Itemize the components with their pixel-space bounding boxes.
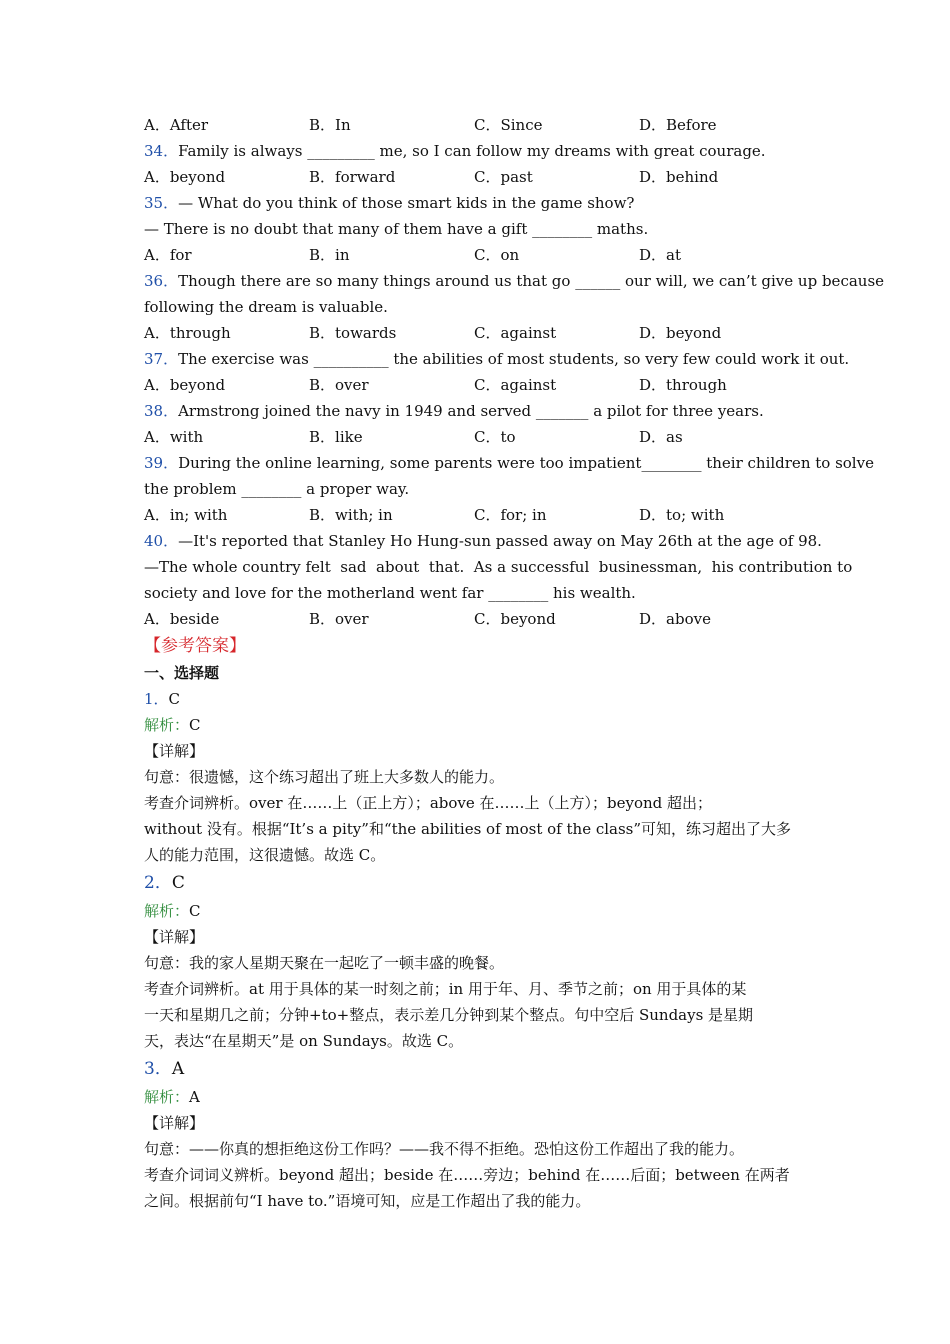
q34-text: Family is always _________ me, so I can follow my dreams with great courage. [178, 142, 766, 160]
q39-question [144, 450, 874, 476]
q37-option-b[interactable]: B．over [309, 376, 369, 394]
answer-1-letter: C [168, 690, 181, 708]
q38-text: Armstrong joined the navy in 1949 and served _______ a pilot for three years. [178, 402, 764, 420]
q37-text: The exercise was __________ the abilities of most students, so very few could work it out. [178, 350, 850, 368]
q36-question [144, 268, 885, 294]
answer-2-jiexi [144, 898, 814, 924]
answer-3-letter: A [171, 1059, 185, 1079]
q34-option-d[interactable]: D．behind [639, 168, 719, 186]
q33-option-d[interactable]: D．Before [639, 116, 717, 134]
answer-1-line-3: without 没有。根据“It’s a pity”和“the abilities of most of the class”可知，练习超出了大多 [144, 820, 792, 838]
answer-2-header [144, 868, 814, 898]
answer-3-jiexi-value: A [189, 1088, 200, 1106]
answer-1-number: 1． [144, 690, 169, 708]
q38-option-b[interactable]: B．like [309, 428, 363, 446]
q40-question [144, 528, 822, 554]
q35-option-b[interactable]: B．in [309, 246, 350, 264]
q35-option-a[interactable]: A．for [144, 246, 192, 264]
answer-item-2 [144, 868, 814, 1054]
answer-2-line-4: 天，表达“在星期天”是 on Sundays。故选 C。 [144, 1032, 464, 1050]
answer-1-jiexi-label: 解析： [144, 716, 190, 734]
answer-item-3 [144, 1054, 814, 1214]
q35-option-c[interactable]: C．on [474, 246, 520, 264]
answer-3-line-1: 句意：——你真的想拒绝这份工作吗？——我不得不拒绝。恐怕这份工作超出了我的能力。 [144, 1140, 745, 1158]
q33-option-c[interactable]: C．Since [474, 116, 543, 134]
section-heading: 一、选择题 [144, 664, 220, 682]
q38-question [144, 398, 814, 424]
q36-option-b[interactable]: B．towards [309, 324, 397, 342]
answer-3-line-2: 考查介词词义辨析。beyond 超出；beside 在……旁边；behind 在……后面；between 在两者 [144, 1166, 790, 1184]
q34-number: 34． [144, 142, 179, 160]
q36-options [144, 320, 814, 346]
q40-text-line2: —The whole country felt sad about that. As a successful businessman, his contribution to [144, 558, 853, 576]
answer-2-line-1: 句意：我的家人星期天聚在一起吃了一顿丰盛的晚餐。 [144, 954, 505, 972]
answer-1-line-1: 句意：很遗憾，这个练习超出了班上大多数人的能力。 [144, 768, 505, 786]
q40-number: 40． [144, 532, 179, 550]
answer-2-line-2: 考查介词辨析。at 用于具体的某一时刻之前；in 用于年、月、季节之前；on 用于具体的某 [144, 980, 747, 998]
q39-option-b[interactable]: B．with; in [309, 506, 393, 524]
q37-question [144, 346, 850, 372]
q35-text: — What do you think of those smart kids in the game show? [178, 194, 635, 212]
q34-question [144, 138, 814, 164]
answer-3-header [144, 1054, 814, 1084]
q40-option-a[interactable]: A．beside [144, 610, 220, 628]
answer-3-detail-label: 【详解】 [144, 1114, 205, 1132]
q40-option-d[interactable]: D．above [639, 610, 711, 628]
q40-option-c[interactable]: C．beyond [474, 610, 556, 628]
q38-options [144, 424, 814, 450]
answer-2-detail-label: 【详解】 [144, 928, 205, 946]
q38-option-d[interactable]: D．as [639, 428, 683, 446]
q35-options [144, 242, 814, 268]
q37-option-a[interactable]: A．beyond [144, 376, 226, 394]
q36-number: 36． [144, 272, 179, 290]
q34-options [144, 164, 814, 190]
answer-1-jiexi-value: C [189, 716, 201, 734]
q35-question [144, 190, 814, 216]
q35-number: 35． [144, 194, 179, 212]
answer-3-jiexi-label: 解析： [144, 1088, 190, 1106]
q40-text: —It's reported that Stanley Ho Hung-sun passed away on May 26th at the age of 98. [178, 532, 822, 550]
q39-option-d[interactable]: D．to; with [639, 506, 725, 524]
answers-title: 【参考答案】 [144, 636, 246, 656]
q33-option-b[interactable]: B．In [309, 116, 351, 134]
answer-item-1 [144, 686, 814, 868]
answer-2-jiexi-value: C [189, 902, 201, 920]
q40-options [144, 606, 814, 632]
answer-2-jiexi-label: 解析： [144, 902, 190, 920]
answer-3-number: 3． [144, 1059, 172, 1079]
q35-option-d[interactable]: D．at [639, 246, 681, 264]
answer-2-letter: C [171, 873, 185, 893]
q34-option-b[interactable]: B．forward [309, 168, 396, 186]
q38-number: 38． [144, 402, 179, 420]
q37-number: 37． [144, 350, 179, 368]
answer-2-number: 2． [144, 873, 172, 893]
q36-text: Though there are so many things around us that go ______ our will, we can’t give up because [178, 272, 885, 290]
q38-option-a[interactable]: A．with [144, 428, 204, 446]
q39-options [144, 502, 814, 528]
q36-option-a[interactable]: A．through [144, 324, 231, 342]
answer-3-line-3: 之间。根据前句“I have to.”语境可知，应是工作超出了我的能力。 [144, 1192, 591, 1210]
q40-option-b[interactable]: B．over [309, 610, 369, 628]
q40-text-line3: society and love for the motherland went far ________ his wealth. [144, 584, 636, 602]
answer-1-line-2: 考查介词辨析。over 在……上（正上方）；above 在……上（上方）；beyond 超出； [144, 794, 713, 812]
q39-option-c[interactable]: C．for; in [474, 506, 547, 524]
q34-option-c[interactable]: C．past [474, 168, 533, 186]
q36-text-line2: following the dream is valuable. [144, 298, 388, 316]
answer-1-detail-label: 【详解】 [144, 742, 205, 760]
q37-option-c[interactable]: C．against [474, 376, 557, 394]
q36-option-d[interactable]: D．beyond [639, 324, 722, 342]
answer-3-jiexi [144, 1084, 814, 1110]
answer-2-line-3: 一天和星期几之前；分钟+to+整点，表示差几分钟到某个整点。句中空后 Sundays 是星期 [144, 1006, 754, 1024]
q38-option-c[interactable]: C．to [474, 428, 516, 446]
q39-number: 39． [144, 454, 179, 472]
q37-options [144, 372, 814, 398]
q39-option-a[interactable]: A．in; with [144, 506, 228, 524]
q36-option-c[interactable]: C．against [474, 324, 557, 342]
document-page [144, 112, 885, 1214]
answer-1-header [144, 686, 814, 712]
q33-option-a[interactable]: A．After [144, 116, 209, 134]
q33-options [144, 112, 814, 138]
q39-text-line2: the problem ________ a proper way. [144, 480, 410, 498]
q39-text: During the online learning, some parents were too impatient________ their children to solve [178, 454, 874, 472]
q35-text-line2: — There is no doubt that many of them have a gift ________ maths. [144, 220, 649, 238]
q34-option-a[interactable]: A．beyond [144, 168, 226, 186]
answer-1-jiexi [144, 712, 814, 738]
q37-option-d[interactable]: D．through [639, 376, 727, 394]
answer-1-line-4: 人的能力范围，这很遗憾。故选 C。 [144, 846, 386, 864]
